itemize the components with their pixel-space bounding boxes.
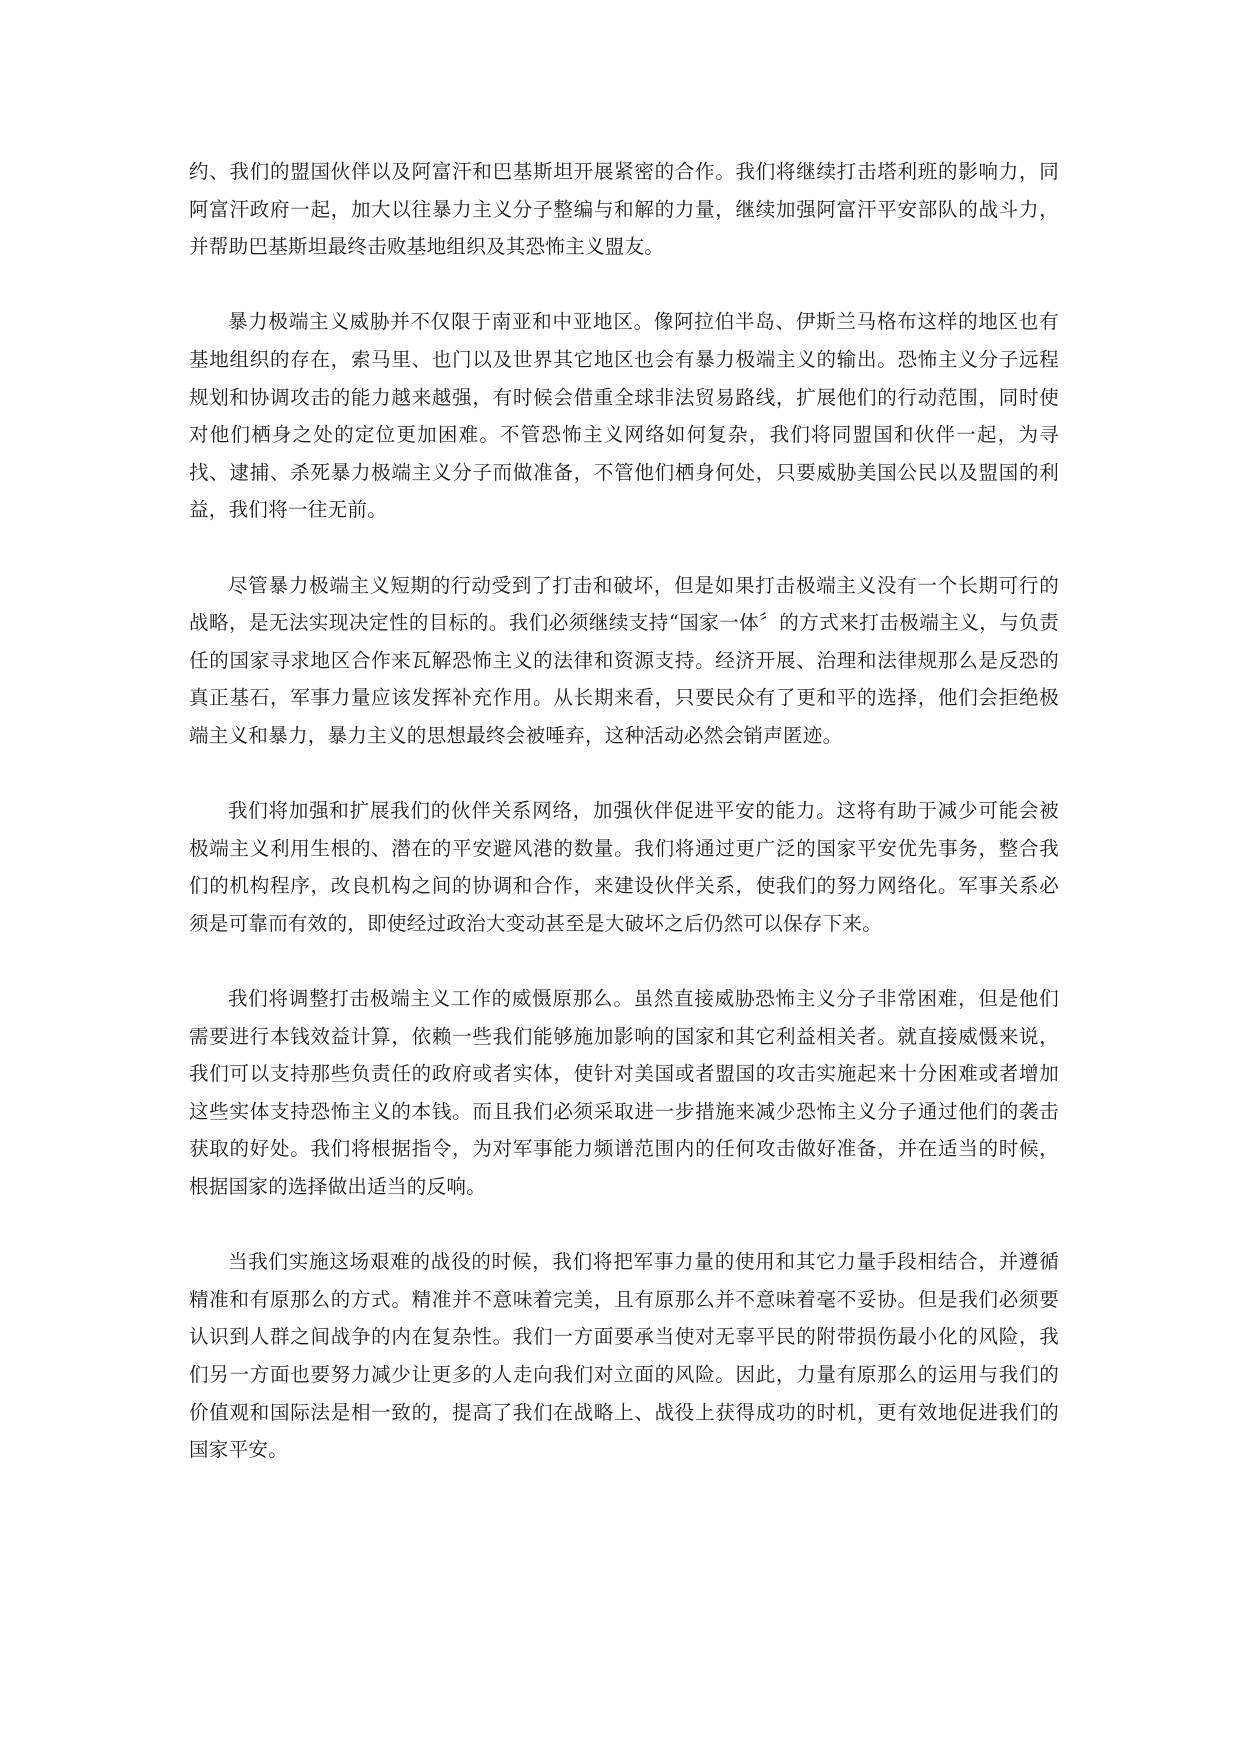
document-body [189, 153, 1059, 1506]
paragraph-5: 我们将调整打击极端主义工作的威慑原那么。虽然直接威胁恐怖主义分子非常困难，但是他们需要进行本钱效益计算，依赖一些我们能够施加影响的国家和其它利益相关者。就直接威慑来说，我们可以支持那些负责任的政府或者实体，使针对美国或者盟国的攻击实施起来十分困难或者增加这些实体支持恐怖主义的本钱。而且我们必须采取进一步措施来减少恐怖主义分子通过他们的袭击获取的好处。我们将根据指令，为对军事能力频谱范围内的任何攻击做好准备，并在适当的时候，根据国家的选择做出适当的反响。 [189, 987, 1059, 1199]
paragraph-2: 暴力极端主义威胁并不仅限于南亚和中亚地区。像阿拉伯半岛、伊斯兰马格布这样的地区也有基地组织的存在，索马里、也门以及世界其它地区也会有暴力极端主义的输出。恐怖主义分子远程规划和协调攻击的能力越来越强，有时候会借重全球非法贸易路线，扩展他们的行动范围，同时使对他们栖身之处的定位更加困难。不管恐怖主义网络如何复杂，我们将同盟国和伙伴一起，为寻找、逮捕、杀死暴力极端主义分子而做准备，不管他们栖身何处，只要威胁美国公民以及盟国的利益，我们将一往无前。 [189, 310, 1059, 522]
paragraph-1: 约、我们的盟国伙伴以及阿富汗和巴基斯坦开展紧密的合作。我们将继续打击塔利班的影响力，同阿富汗政府一起，加大以往暴力主义分子整编与和解的力量，继续加强阿富汗平安部队的战斗力，并帮助巴基斯坦最终击败基地组织及其恐怖主义盟友。 [189, 160, 1059, 259]
paragraph-6: 当我们实施这场艰难的战役的时候，我们将把军事力量的使用和其它力量手段相结合，并遵循精准和有原那么的方式。精准并不意味着完美，且有原那么并不意味着毫不妥协。但是我们必须要认识到人群之间战争的内在复杂性。我们一方面要承当使对无辜平民的附带损伤最小化的风险，我们另一方面也要努力减少让更多的人走向我们对立面的风险。因此，力量有原那么的运用与我们的价值观和国际法是相一致的，提高了我们在战略上、战役上获得成功的时机，更有效地促进我们的国家平安。 [189, 1250, 1059, 1462]
paragraph-4: 我们将加强和扩展我们的伙伴关系网络，加强伙伴促进平安的能力。这将有助于减少可能会被极端主义利用生根的、潜在的平安避风港的数量。我们将通过更广泛的国家平安优先事务，整合我们的机构程序，改良机构之间的协调和合作，来建设伙伴关系，使我们的努力网络化。军事关系必须是可靠而有效的，即使经过政治大变动甚至是大破坏之后仍然可以保存下来。 [189, 799, 1059, 935]
paragraph-3: 尽管暴力极端主义短期的行动受到了打击和破坏，但是如果打击极端主义没有一个长期可行的战略，是无法实现决定性的目标的。我们必须继续支持“国家一体〞的方式来打击极端主义，与负责任的国家寻求地区合作来瓦解恐怖主义的法律和资源支持。经济开展、治理和法律规那么是反恐的真正基石，军事力量应该发挥补充作用。从长期来看，只要民众有了更和平的选择，他们会拒绝极端主义和暴力，暴力主义的思想最终会被唾弃，这种活动必然会销声匿迹。 [189, 573, 1059, 747]
